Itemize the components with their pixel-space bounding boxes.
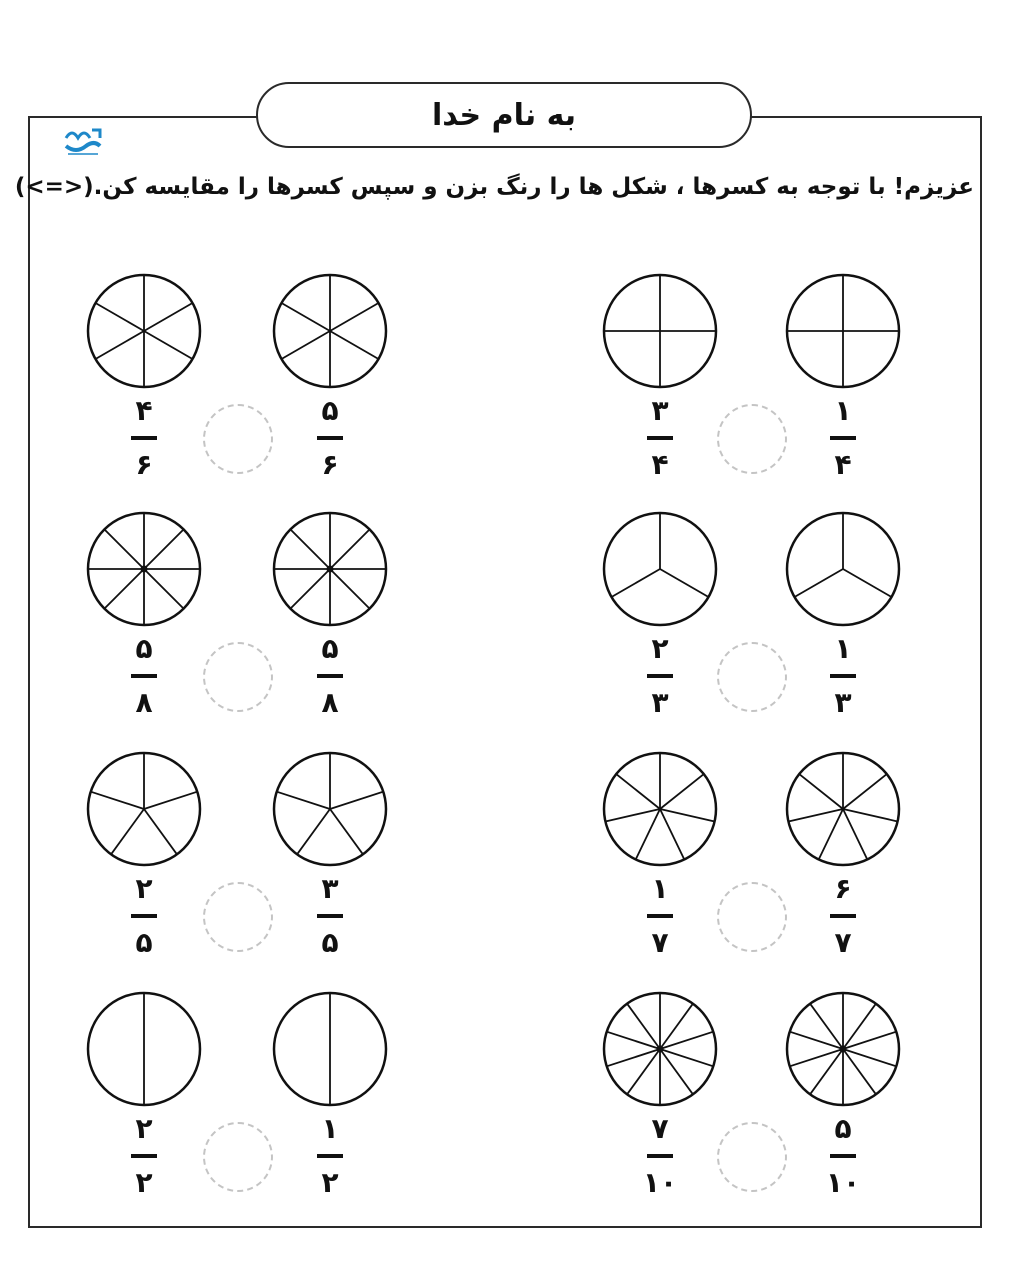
fraction-circle-2-b[interactable] <box>784 750 902 868</box>
fraction-label-1-a <box>630 632 690 720</box>
center-dot <box>327 566 334 573</box>
fraction-denominator: ۱۰ <box>825 1166 861 1199</box>
fraction-numerator: ۱ <box>834 394 852 427</box>
comparison-answer-slot[interactable] <box>203 642 273 712</box>
fraction-circle-7-a[interactable] <box>85 990 203 1108</box>
fraction-denominator: ۳ <box>651 686 669 719</box>
fraction-label-4-a <box>114 394 174 482</box>
fraction-bar <box>131 436 157 440</box>
comparison-answer-slot[interactable] <box>717 642 787 712</box>
fraction-numerator: ۱ <box>834 632 852 665</box>
fraction-numerator: ۱ <box>651 872 669 905</box>
fraction-circle-2-a[interactable] <box>601 750 719 868</box>
fraction-bar <box>830 914 856 918</box>
fraction-circle-0-a[interactable] <box>601 272 719 390</box>
fraction-numerator: ۴ <box>135 394 153 427</box>
fraction-label-2-a <box>630 872 690 960</box>
fraction-circle-5-a[interactable] <box>85 510 203 628</box>
fraction-denominator: ۴ <box>834 448 852 481</box>
fraction-label-3-b <box>813 1112 873 1200</box>
title-box <box>256 82 752 148</box>
fraction-bar <box>317 674 343 678</box>
fraction-bar <box>131 1154 157 1158</box>
fraction-circle-6-b[interactable] <box>271 750 389 868</box>
fraction-bar <box>647 674 673 678</box>
fraction-denominator: ۵ <box>135 926 153 959</box>
fraction-numerator: ۵ <box>135 632 153 665</box>
fraction-circle-1-b[interactable] <box>784 510 902 628</box>
comparison-answer-slot[interactable] <box>717 882 787 952</box>
fraction-denominator: ۲ <box>321 1166 339 1199</box>
fraction-label-1-b <box>813 632 873 720</box>
publisher-logo-icon <box>62 124 104 160</box>
fraction-denominator: ۸ <box>321 686 339 719</box>
fraction-numerator: ۳ <box>321 872 339 905</box>
fraction-numerator: ۲ <box>135 1112 153 1145</box>
fraction-denominator: ۶ <box>321 448 339 481</box>
fraction-denominator: ۴ <box>651 448 669 481</box>
page-title: به نام خدا <box>431 97 577 133</box>
instructions-text: عزیزم! با توجه به کسرها ، شکل ها را رنگ بزن و سپس کسرها را مقایسه کن.(<=>) <box>14 174 974 200</box>
comparison-answer-slot[interactable] <box>717 1122 787 1192</box>
fraction-label-7-a <box>114 1112 174 1200</box>
fraction-label-0-b <box>813 394 873 482</box>
fraction-numerator: ۵ <box>321 394 339 427</box>
center-dot <box>840 1046 847 1053</box>
fraction-denominator: ۶ <box>135 448 153 481</box>
fraction-bar <box>317 436 343 440</box>
fraction-circle-4-a[interactable] <box>85 272 203 390</box>
fraction-bar <box>317 914 343 918</box>
comparison-answer-slot[interactable] <box>203 404 273 474</box>
fraction-numerator: ۵ <box>834 1112 852 1145</box>
fraction-label-6-a <box>114 872 174 960</box>
fraction-denominator: ۲ <box>135 1166 153 1199</box>
fraction-circle-5-b[interactable] <box>271 510 389 628</box>
fraction-bar <box>647 914 673 918</box>
center-dot <box>657 1046 664 1053</box>
fraction-circle-3-b[interactable] <box>784 990 902 1108</box>
fraction-denominator: ۵ <box>321 926 339 959</box>
fraction-circle-4-b[interactable] <box>271 272 389 390</box>
fraction-bar <box>830 436 856 440</box>
fraction-bar <box>131 674 157 678</box>
fraction-bar <box>317 1154 343 1158</box>
fraction-numerator: ۶ <box>834 872 852 905</box>
fraction-numerator: ۳ <box>651 394 669 427</box>
fraction-circle-0-b[interactable] <box>784 272 902 390</box>
fraction-circle-1-a[interactable] <box>601 510 719 628</box>
fraction-bar <box>647 1154 673 1158</box>
fraction-denominator: ۷ <box>834 926 852 959</box>
comparison-answer-slot[interactable] <box>203 1122 273 1192</box>
center-dot <box>141 566 148 573</box>
fraction-bar <box>830 674 856 678</box>
fraction-denominator: ۳ <box>834 686 852 719</box>
fraction-numerator: ۲ <box>135 872 153 905</box>
fraction-label-2-b <box>813 872 873 960</box>
fraction-label-5-b <box>300 632 360 720</box>
fraction-numerator: ۲ <box>651 632 669 665</box>
fraction-numerator: ۷ <box>651 1112 669 1145</box>
fraction-label-3-a <box>630 1112 690 1200</box>
fraction-bar <box>131 914 157 918</box>
fraction-label-4-b <box>300 394 360 482</box>
fraction-denominator: ۸ <box>135 686 153 719</box>
fraction-label-7-b <box>300 1112 360 1200</box>
fraction-numerator: ۵ <box>321 632 339 665</box>
fraction-circle-3-a[interactable] <box>601 990 719 1108</box>
fraction-bar <box>647 436 673 440</box>
fraction-numerator: ۱ <box>321 1112 339 1145</box>
comparison-answer-slot[interactable] <box>203 882 273 952</box>
fraction-denominator: ۱۰ <box>642 1166 678 1199</box>
fraction-label-6-b <box>300 872 360 960</box>
fraction-circle-6-a[interactable] <box>85 750 203 868</box>
comparison-answer-slot[interactable] <box>717 404 787 474</box>
fraction-circle-7-b[interactable] <box>271 990 389 1108</box>
fraction-label-5-a <box>114 632 174 720</box>
fraction-denominator: ۷ <box>651 926 669 959</box>
fraction-bar <box>830 1154 856 1158</box>
fraction-label-0-a <box>630 394 690 482</box>
